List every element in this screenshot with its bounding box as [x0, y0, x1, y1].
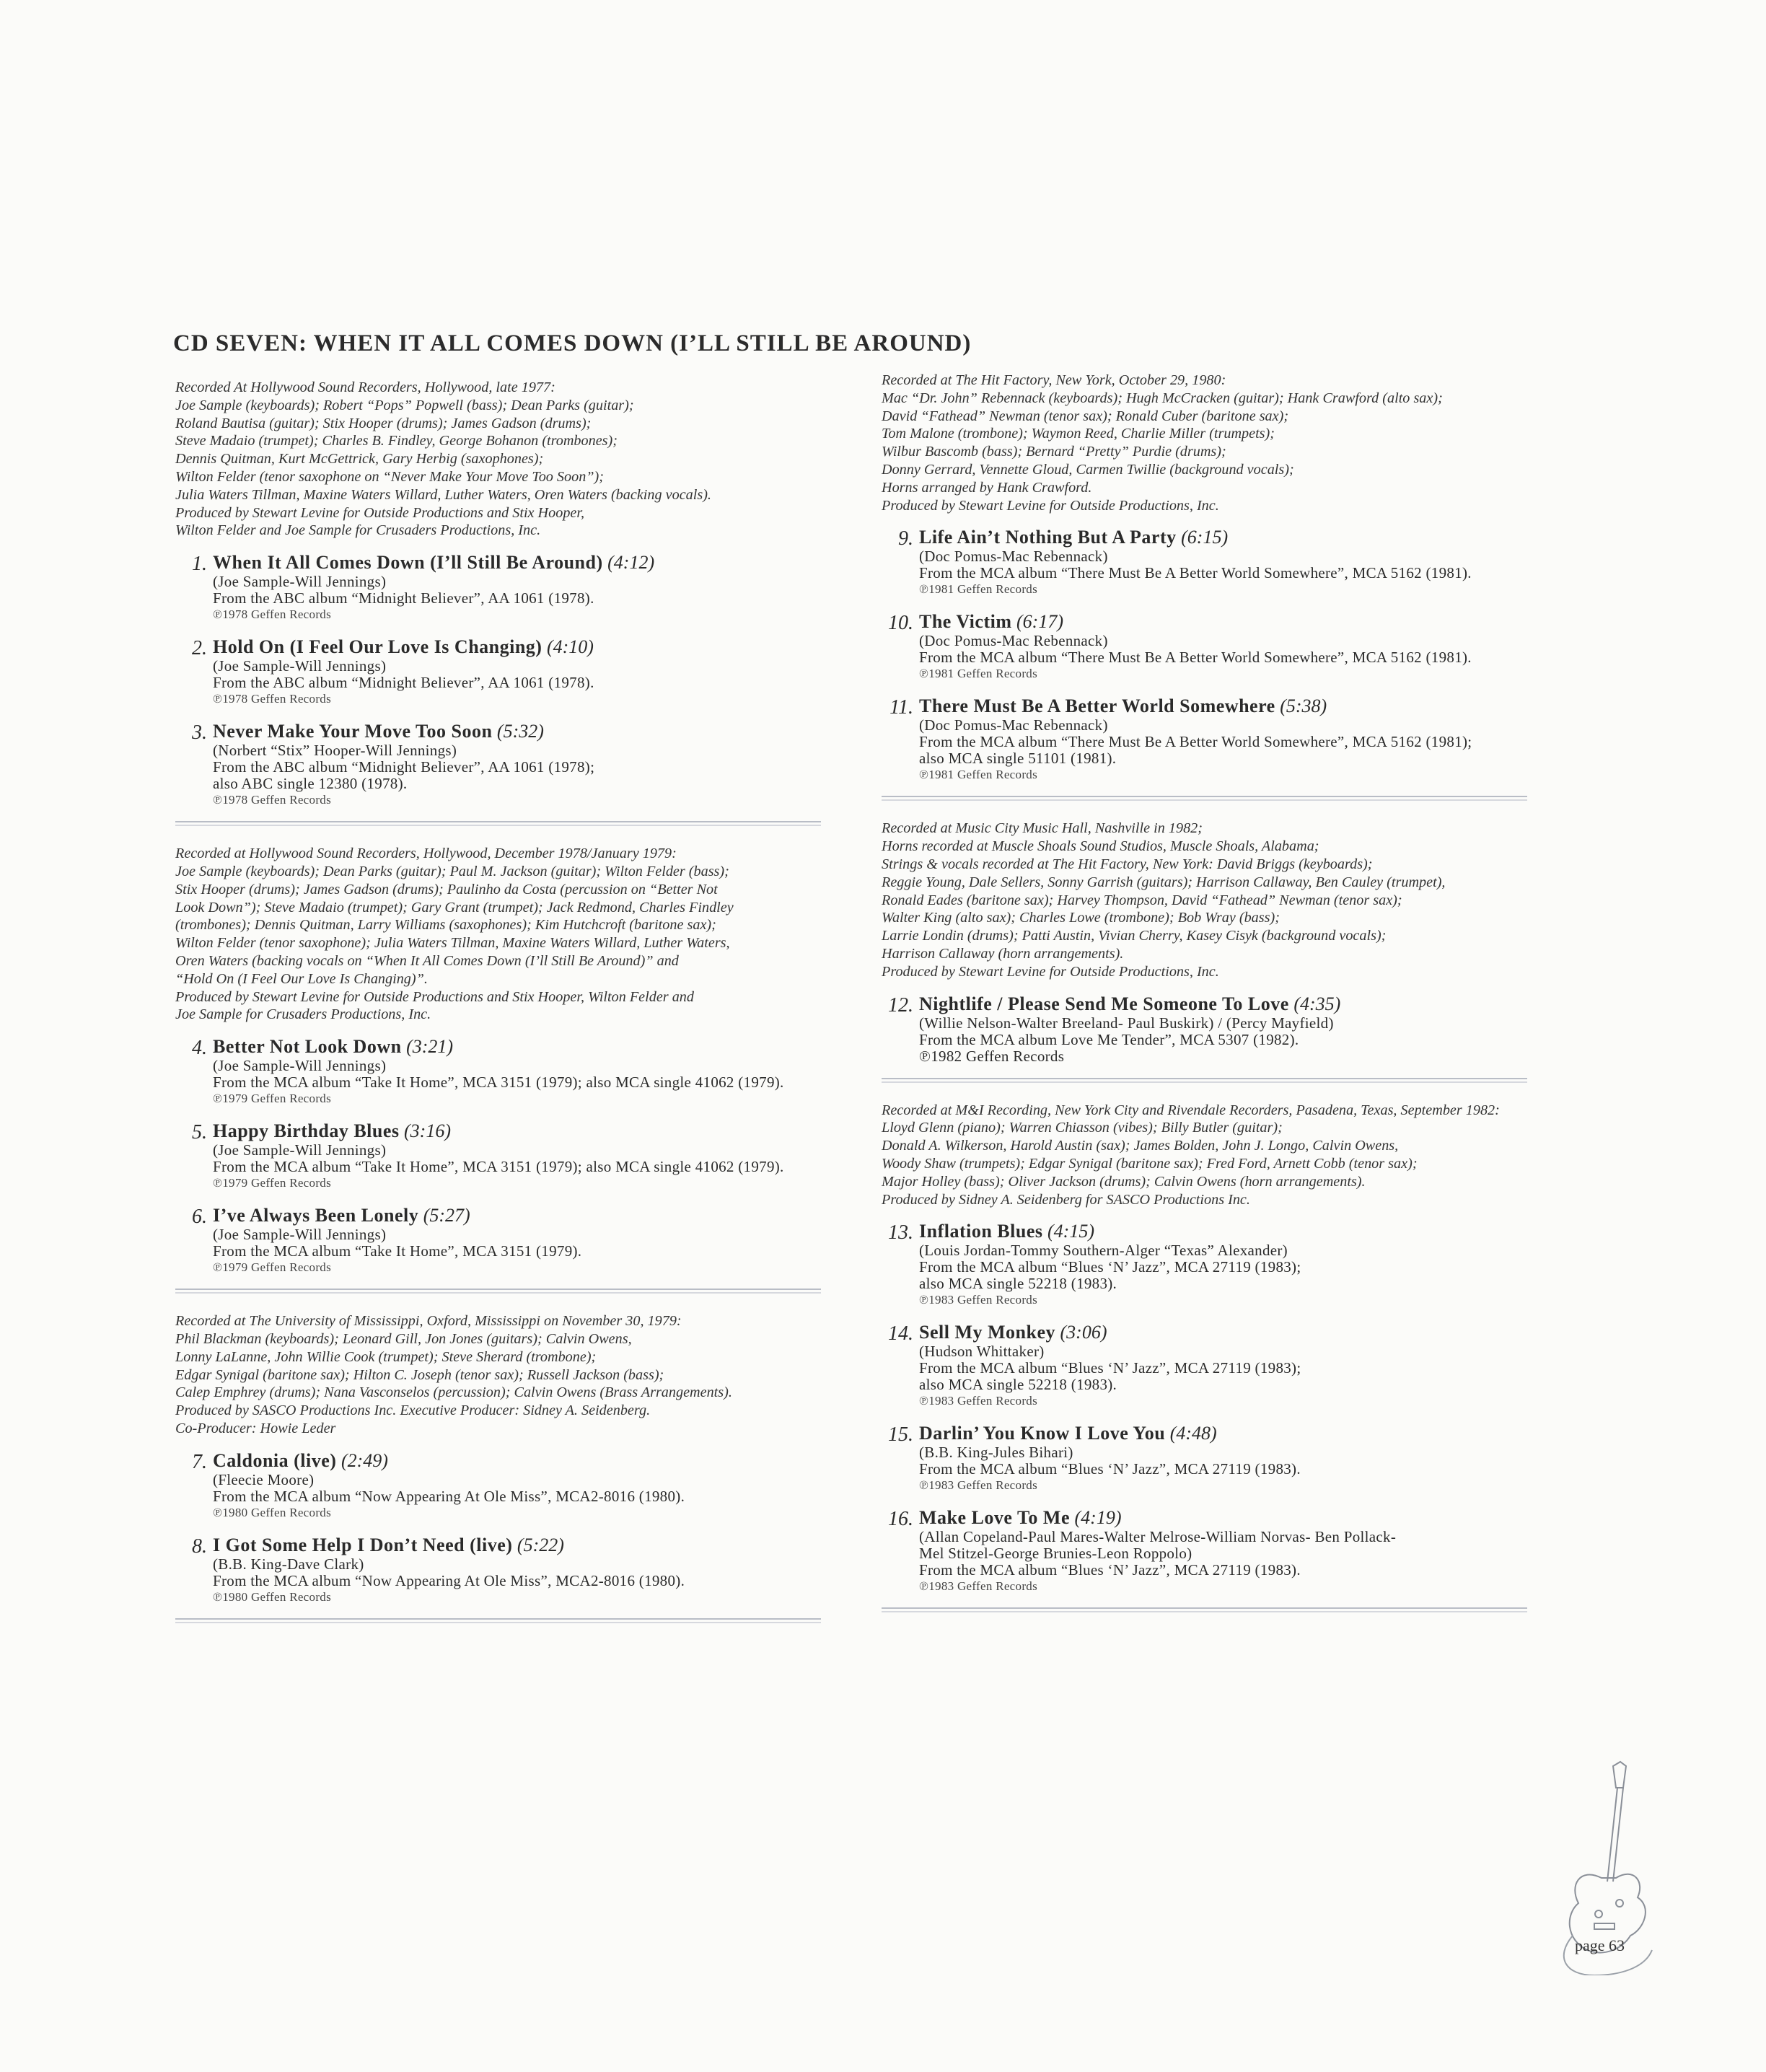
track-credit-line: also MCA single 51101 (1981). — [919, 750, 1117, 768]
track-duration: (2:49) — [341, 1449, 388, 1471]
track-copyright: ℗1983 Geffen Records — [919, 1579, 1038, 1594]
track-duration: (5:22) — [517, 1534, 564, 1555]
track-credit-line: From the MCA album “Blues ‘N’ Jazz”, MCA 27119 (1983); — [919, 1359, 1301, 1377]
track-title: Darlin’ You Know I Love You — [919, 1423, 1166, 1444]
track-number: 4. — [192, 1037, 207, 1060]
session-notes: Recorded At Hollywood Sound Recorders, Hollywood, late 1977: Joe Sample (keyboards); Robert “Pops” Popwell (bass); Dean Parks (guitar); Roland Bautisa (guitar); Stix Hooper (drums); James Gadson (drums); Steve Madaio (trumpet); Charles B. Findley, George Bohanon (trombones); Dennis Quitman, Kurt McGettrick, Gary Herbig (saxophones); Wilton Felder (tenor saxophone on “Never Make Your Move Too Soon”); Julia Waters Tillman, Maxine Waters Willard, Luther Waters, Oren Waters (backing vocals). Produced by Stewart Levine for Outside Productions and Stix Hooper, Wilton Felder and Joe Sample for Crusaders Productions, Inc. — [175, 379, 711, 539]
track-credit-line: From the ABC album “Midnight Believer”, AA 1061 (1978). — [213, 674, 594, 692]
track-duration: (4:12) — [607, 552, 655, 574]
track-copyright: ℗1978 Geffen Records — [213, 793, 332, 807]
track-heading — [213, 720, 821, 742]
session-block — [175, 379, 821, 808]
track-credit-line: also MCA single 52218 (1983). — [919, 1275, 1117, 1293]
track-number: 8. — [192, 1535, 207, 1558]
track-number: 2. — [192, 637, 207, 660]
track-number: 5. — [192, 1121, 207, 1144]
track-credit-line: From the MCA album “Take It Home”, MCA 3151 (1979). — [213, 1242, 582, 1260]
track-number: 6. — [192, 1206, 207, 1229]
track-title: Sell My Monkey — [919, 1322, 1055, 1343]
track-item — [882, 610, 1527, 682]
section-divider — [882, 1078, 1527, 1083]
track-heading — [919, 993, 1527, 1015]
track-credit-line: From the MCA album Love Me Tender”, MCA 5307 (1982). — [919, 1030, 1299, 1048]
track-item — [175, 720, 821, 808]
track-duration: (4:48) — [1169, 1423, 1217, 1444]
track-credit-line: (Allan Copeland-Paul Mares-Walter Melrose-William Norvas- Ben Pollack- — [919, 1528, 1397, 1546]
track-item — [175, 551, 821, 623]
track-heading — [919, 1422, 1527, 1444]
track-credit-line: (Joe Sample-Will Jennings) — [213, 1057, 387, 1075]
track-number: 1. — [192, 553, 207, 576]
track-credit-line: (Doc Pomus-Mac Rebennack) — [919, 548, 1108, 566]
track-title: I’ve Always Been Lonely — [213, 1205, 419, 1226]
track-title: Never Make Your Move Too Soon — [213, 721, 493, 742]
section-divider — [175, 821, 821, 826]
track-credit-line: From the MCA album “Take It Home”, MCA 3151 (1979); also MCA single 41062 (1979). — [213, 1158, 784, 1176]
track-credit-line: (Joe Sample-Will Jennings) — [213, 573, 387, 591]
track-heading — [213, 1534, 821, 1556]
track-duration: (4:10) — [546, 636, 594, 658]
track-credit-line: From the MCA album “Now Appearing At Ole Miss”, MCA2-8016 (1980). — [213, 1487, 685, 1505]
track-copyright: ℗1979 Geffen Records — [213, 1260, 332, 1275]
track-duration: (4:15) — [1047, 1221, 1094, 1242]
section-divider — [175, 1618, 821, 1623]
track-title: Hold On (I Feel Our Love Is Changing) — [213, 636, 542, 658]
track-copyright: ℗1981 Geffen Records — [919, 768, 1038, 782]
track-number: 13. — [888, 1221, 913, 1244]
track-copyright: ℗1981 Geffen Records — [919, 582, 1038, 597]
track-number: 11. — [889, 696, 913, 719]
track-heading — [213, 636, 821, 658]
section-divider — [882, 796, 1527, 801]
track-number: 14. — [888, 1322, 913, 1346]
track-copyright: ℗1980 Geffen Records — [213, 1589, 332, 1604]
track-heading — [213, 551, 821, 574]
track-number: 16. — [888, 1508, 913, 1531]
track-list — [175, 1035, 821, 1276]
track-credit-line: (Norbert “Stix” Hooper-Will Jennings) — [213, 742, 457, 760]
track-title: I Got Some Help I Don’t Need (live) — [213, 1534, 513, 1555]
track-number: 10. — [888, 612, 913, 635]
track-credit-line: (Joe Sample-Will Jennings) — [213, 657, 387, 675]
track-item — [175, 1204, 821, 1276]
track-copyright: ℗1978 Geffen Records — [213, 692, 332, 706]
track-copyright: ℗1980 Geffen Records — [213, 1505, 332, 1519]
track-title: Make Love To Me — [919, 1507, 1070, 1529]
track-item — [882, 993, 1527, 1065]
page-number: page 63 — [1575, 1936, 1625, 1954]
track-copyright: ℗1979 Geffen Records — [213, 1092, 332, 1106]
left-column — [175, 379, 821, 1642]
session-notes: Recorded at The University of Mississippi, Oxford, Mississippi on November 30, 1979: Phil Blackman (keyboards); Leonard Gill, Jon Jones (guitars); Calvin Owens, Lonny LaLanne, John Willie Cook (trumpet); Steve Sherard (trombone); Edgar Synigal (baritone sax); Hilton C. Joseph (tenor sax); Russell Jackson (bass); Calep Emphrey (drums); Nana Vasconselos (percussion); Calvin Owens (Brass Arrangements). Produced by SASCO Productions Inc. Executive Producer: Sidney A. Seidenberg. Co-Producer: Howie Leder — [175, 1313, 732, 1436]
track-number: 15. — [888, 1423, 913, 1447]
track-heading — [919, 1506, 1527, 1529]
track-credit-line: ℗1982 Geffen Records — [919, 1047, 1065, 1065]
session-notes: Recorded at M&I Recording, New York City and Rivendale Recorders, Pasadena, Texas, September 1982: Lloyd Glenn (piano); Warren Chiasson (vibes); Billy Butler (guitar); Donald A. Wilkerson, Harold Austin (sax); James Bolden, John J. Longo, Calvin Owens, Woody Shaw (trumpets); Edgar Synigal (baritone sax); Fred Ford, Arnett Cobb (tenor sax); Major Holley (bass); Oliver Jackson (drums); Calvin Owens (horn arrangements). Produced by Sidney A. Seidenberg for SASCO Productions Inc. — [882, 1102, 1500, 1208]
track-duration: (4:19) — [1074, 1507, 1122, 1529]
track-credit-line: (B.B. King-Jules Bihari) — [919, 1444, 1073, 1462]
track-duration: (4:35) — [1293, 993, 1341, 1014]
section-divider — [175, 1289, 821, 1294]
track-duration: (3:06) — [1060, 1322, 1107, 1343]
track-item — [882, 1506, 1527, 1594]
track-heading — [919, 610, 1527, 633]
track-copyright: ℗1979 Geffen Records — [213, 1176, 332, 1190]
track-copyright: ℗1983 Geffen Records — [919, 1394, 1038, 1408]
track-credit-line: From the MCA album “Blues ‘N’ Jazz”, MCA 27119 (1983). — [919, 1561, 1301, 1579]
track-credit-line: Mel Stitzel-George Brunies-Leon Roppolo) — [919, 1545, 1192, 1563]
track-copyright: ℗1981 Geffen Records — [919, 667, 1038, 681]
track-duration: (6:15) — [1181, 527, 1229, 548]
track-heading — [919, 1220, 1527, 1242]
track-item — [175, 1449, 821, 1521]
track-title: Caldonia (live) — [213, 1449, 337, 1471]
track-credit-line: (B.B. King-Dave Clark) — [213, 1555, 364, 1573]
track-title: Inflation Blues — [919, 1221, 1043, 1242]
track-copyright: ℗1983 Geffen Records — [919, 1478, 1038, 1493]
track-credit-line: also MCA single 52218 (1983). — [919, 1376, 1117, 1394]
track-credit-line: From the ABC album “Midnight Believer”, AA 1061 (1978). — [213, 589, 594, 607]
session-block — [175, 1312, 821, 1605]
track-credit-line: (Fleecie Moore) — [213, 1470, 315, 1488]
track-item — [175, 1120, 821, 1191]
session-notes: Recorded at Hollywood Sound Recorders, Hollywood, December 1978/January 1979: Joe Sample (keyboards); Dean Parks (guitar); Paul M. Jackson (guitar); Wilton Felder (bass); Stix Hooper (drums); James Gadson (drums); Paulinho da Costa (percussion on “Better Not Look Down”); Steve Madaio (trumpet); Gary Grant (trumpet); Jack Redmond, Charles Findley (trombones); Dennis Quitman, Larry Williams (saxophones); Kim Hutchcroft (baritone sax); Wilton Felder (tenor saxophone); Julia Waters Tillman, Maxine Waters Willard, Luther Waters, Oren Waters (backing vocals on “When It All Comes Down (I’ll Still Be Around)” and “Hold On (I Feel Our Love Is Changing)”. Produced by Stewart Levine for Outside Productions and Stix Hooper, Wilton Felder and Joe Sample for Crusaders Productions, Inc. — [175, 846, 734, 1023]
track-title: The Victim — [919, 611, 1012, 633]
track-heading — [213, 1204, 821, 1226]
track-heading — [919, 695, 1527, 717]
track-copyright: ℗1978 Geffen Records — [213, 607, 332, 622]
track-heading — [213, 1120, 821, 1142]
track-credit-line: also ABC single 12380 (1978). — [213, 775, 408, 793]
track-credit-line: (Willie Nelson-Walter Breeland- Paul Buskirk) / (Percy Mayfield) — [919, 1014, 1334, 1032]
track-title: Better Not Look Down — [213, 1036, 402, 1058]
track-duration: (5:27) — [423, 1205, 470, 1226]
track-list — [175, 551, 821, 808]
track-duration: (5:38) — [1280, 695, 1327, 717]
track-title: Happy Birthday Blues — [213, 1120, 400, 1142]
section-divider — [882, 1607, 1527, 1612]
track-title: When It All Comes Down (I’ll Still Be Around) — [213, 552, 603, 574]
session-notes: Recorded at The Hit Factory, New York, October 29, 1980: Mac “Dr. John” Rebennack (keyboards); Hugh McCracken (guitar); Hank Crawford (alto sax); David “Fathead” Newman (tenor sax); Ronald Cuber (baritone sax); Tom Malone (trombone); Waymon Reed, Charlie Miller (trumpets); Wilbur Bascomb (bass); Bernard “Pretty” Purdie (drums); Donny Gerrard, Vennette Gloud, Carmen Twillie (background vocals); Horns arranged by Hank Crawford. Produced by Stewart Levine for Outside Productions, Inc. — [882, 372, 1443, 514]
track-list — [175, 1449, 821, 1605]
track-item — [175, 636, 821, 707]
session-block — [882, 1102, 1527, 1595]
track-item — [882, 526, 1527, 597]
track-credit-line: (Doc Pomus-Mac Rebennack) — [919, 632, 1108, 650]
track-list — [882, 993, 1527, 1065]
track-heading — [919, 1321, 1527, 1343]
right-column — [882, 372, 1527, 1631]
track-title: Nightlife / Please Send Me Someone To Love — [919, 993, 1289, 1014]
track-title: Life Ain’t Nothing But A Party — [919, 527, 1177, 548]
track-duration: (3:21) — [406, 1036, 454, 1058]
session-block — [882, 820, 1527, 1064]
track-credit-line: (Doc Pomus-Mac Rebennack) — [919, 716, 1108, 734]
track-heading — [919, 526, 1527, 548]
track-item — [882, 1220, 1527, 1308]
track-heading — [213, 1449, 821, 1472]
track-item — [175, 1534, 821, 1605]
track-duration: (6:17) — [1016, 611, 1063, 633]
track-list — [882, 526, 1527, 783]
track-credit-line: From the MCA album “There Must Be A Better World Somewhere”, MCA 5162 (1981). — [919, 564, 1472, 582]
track-credit-line: (Hudson Whittaker) — [919, 1343, 1045, 1361]
page-title: CD SEVEN: WHEN IT ALL COMES DOWN (I’LL STILL BE AROUND) — [173, 330, 972, 356]
track-credit-line: From the MCA album “There Must Be A Better World Somewhere”, MCA 5162 (1981). — [919, 649, 1472, 667]
track-credit-line: (Joe Sample-Will Jennings) — [213, 1141, 387, 1159]
track-list — [882, 1220, 1527, 1594]
track-credit-line: From the MCA album “Take It Home”, MCA 3151 (1979); also MCA single 41062 (1979). — [213, 1074, 784, 1092]
track-credit-line: From the MCA album “Blues ‘N’ Jazz”, MCA 27119 (1983). — [919, 1460, 1301, 1478]
track-duration: (5:32) — [496, 721, 544, 742]
session-block — [882, 372, 1527, 783]
track-credit-line: (Joe Sample-Will Jennings) — [213, 1226, 387, 1244]
track-title: There Must Be A Better World Somewhere — [919, 695, 1275, 717]
track-item — [882, 1422, 1527, 1493]
track-number: 12. — [888, 993, 913, 1017]
track-credit-line: From the MCA album “Now Appearing At Ole Miss”, MCA2-8016 (1980). — [213, 1571, 685, 1589]
track-item — [882, 695, 1527, 783]
track-credit-line: (Louis Jordan-Tommy Southern-Alger “Texas” Alexander) — [919, 1242, 1288, 1260]
session-notes: Recorded at Music City Music Hall, Nashville in 1982; Horns recorded at Muscle Shoals Sound Studios, Muscle Shoals, Alabama; Strings & vocals recorded at The Hit Factory, New York: David Briggs (keyboards); Reggie Young, Dale Sellers, Sonny Garrish (guitars); Harrison Callaway, Ben Cauley (trumpet), Ronald Eades (baritone sax); Harvey Thompson, David “Fathead” Newman (tenor sax); Walter King (alto sax); Charles Lowe (trombone); Bob Wray (bass); Larrie Londin (drums); Patti Austin, Vivian Cherry, Kasey Cisyk (background vocals); Harrison Callaway (horn arrangements). Produced by Stewart Levine for Outside Productions, Inc. — [882, 820, 1446, 980]
track-heading — [213, 1035, 821, 1058]
track-credit-line: From the MCA album “Blues ‘N’ Jazz”, MCA 27119 (1983); — [919, 1258, 1301, 1276]
track-item — [175, 1035, 821, 1107]
track-credit-line: From the MCA album “There Must Be A Better World Somewhere”, MCA 5162 (1981); — [919, 733, 1472, 751]
track-duration: (3:16) — [404, 1120, 451, 1142]
track-number: 9. — [898, 527, 913, 550]
track-copyright: ℗1983 Geffen Records — [919, 1293, 1038, 1307]
track-credit-line: From the ABC album “Midnight Believer”, AA 1061 (1978); — [213, 758, 595, 776]
session-block — [175, 845, 821, 1276]
track-number: 3. — [192, 721, 207, 745]
track-item — [882, 1321, 1527, 1409]
track-number: 7. — [192, 1450, 207, 1473]
